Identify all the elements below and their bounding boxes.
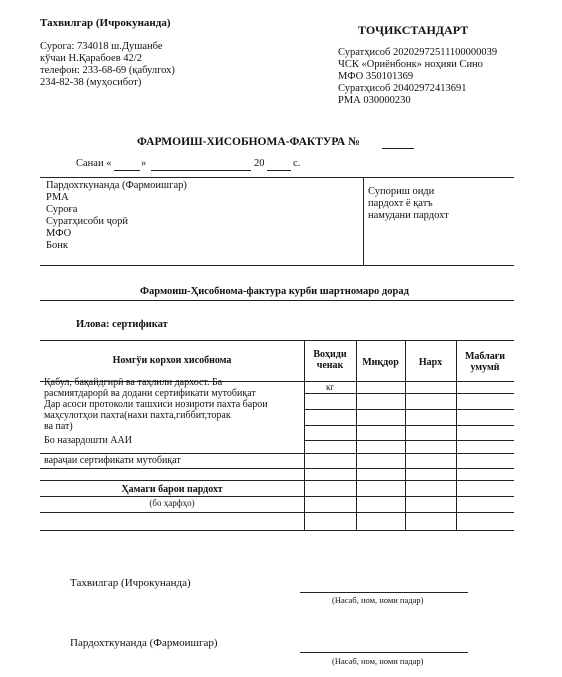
attachment-text: Илова: сертификат (76, 319, 168, 330)
date-quote-close: » (141, 158, 147, 169)
org-title: ТОҶИКСТАНДАРТ (358, 23, 469, 37)
payment-order-line: намудани пардохт (368, 210, 449, 221)
date-day-blank[interactable] (114, 170, 140, 171)
row-text: Дар асоси протоколи ташхиси нозироти пахта барои (44, 399, 268, 410)
customer-line: РМА (46, 192, 69, 203)
col-header-price: Нарх (418, 357, 443, 368)
executor-title: Тахвилгар (Ичрокунанда) (40, 17, 171, 29)
signature-executor-line[interactable] (300, 592, 468, 593)
number-blank[interactable] (382, 148, 414, 149)
document-title: ФАРМОИШ-ХИСОБНОМА-ФАКТУРА № (137, 136, 360, 148)
org-line: ЧСК «Ориёнбонк» ноҳияи Сино (338, 59, 483, 70)
payment-order-line: пардохт ё қатъ (368, 198, 433, 209)
total-label: Ҳамаги барои пардохт (121, 484, 223, 495)
customer-details (46, 180, 187, 252)
executor-line: телефон: 233-68-69 (қабулгох) (40, 65, 175, 76)
payment-order-box (368, 186, 449, 222)
payment-order-line: Супориш оиди (368, 186, 435, 197)
date-year-blank[interactable] (267, 170, 291, 171)
row-text: Бо назардошти ААИ (44, 435, 132, 446)
table-row: вараҷаи сертификати мутобиқат (44, 455, 181, 466)
customer-line: Суратҳисоби ҷорӣ (46, 216, 128, 227)
executor-address (40, 41, 175, 89)
org-details (338, 47, 497, 107)
executor-line: кўчаи Н.Қарабоев 42/2 (40, 53, 142, 64)
row-text: ва пат) (44, 421, 73, 432)
date-suffix: с. (293, 158, 301, 169)
customer-divider (363, 177, 364, 265)
col-header-sum: Маблағи умумӣ (464, 351, 506, 373)
row-unit: кг (325, 382, 335, 392)
org-line: МФО 350101369 (338, 71, 414, 82)
customer-bottom-rule (40, 265, 514, 266)
col-header-qty: Миқдор (362, 357, 399, 368)
customer-line: Пардохткунанда (Фармоишгар) (46, 180, 187, 191)
date-year-prefix: 20 (254, 158, 265, 169)
signature-executor-label: Тахвилгар (Ичрокунанда) (70, 577, 191, 589)
org-line: Суратҳисоб 20402972413691 (338, 83, 467, 94)
signature-customer-label: Пардохткунанда (Фармоишгар) (70, 637, 218, 649)
col-header-name: Номгўи корхои хисобнома (112, 355, 232, 366)
terms-rule (40, 300, 514, 301)
executor-line: 234-82-38 (муҳосибот) (40, 77, 142, 88)
signature-customer-caption: (Насаб, ном, номи падар) (332, 656, 424, 666)
row-text: маҳсулотҳои пахта(нахи пахта,гиббит,торак (44, 410, 231, 421)
org-line: РМА 030000230 (338, 95, 411, 106)
customer-top-rule (40, 177, 514, 178)
signature-customer-line[interactable] (300, 652, 468, 653)
executor-line: Сурога: 734018 ш.Душанбе (40, 41, 163, 52)
date-prefix: Санаи « (76, 158, 112, 169)
customer-line: Суроға (46, 204, 78, 215)
terms-text: Фармоиш-Ҳисобнома-фактура курби шартномаро дорад (140, 286, 409, 297)
total-sub: (бо ҳарфҳо) (149, 498, 195, 508)
org-line: Суратҳисоб 20202972511100000039 (338, 47, 498, 58)
signature-executor-caption: (Насаб, ном, номи падар) (332, 595, 424, 605)
customer-line: МФО (46, 228, 72, 239)
date-month-blank[interactable] (151, 170, 251, 171)
table-row (44, 377, 268, 446)
col-header-unit: Воҳиди ченак (313, 349, 347, 371)
customer-line: Бонк (46, 240, 68, 251)
row-text: расмиятдарорӣ ва додани сертификати мутобиқат (44, 388, 256, 399)
row-text: Қабул, бақайдгирӣ ва таҳлили дархост. Ба (44, 377, 223, 388)
